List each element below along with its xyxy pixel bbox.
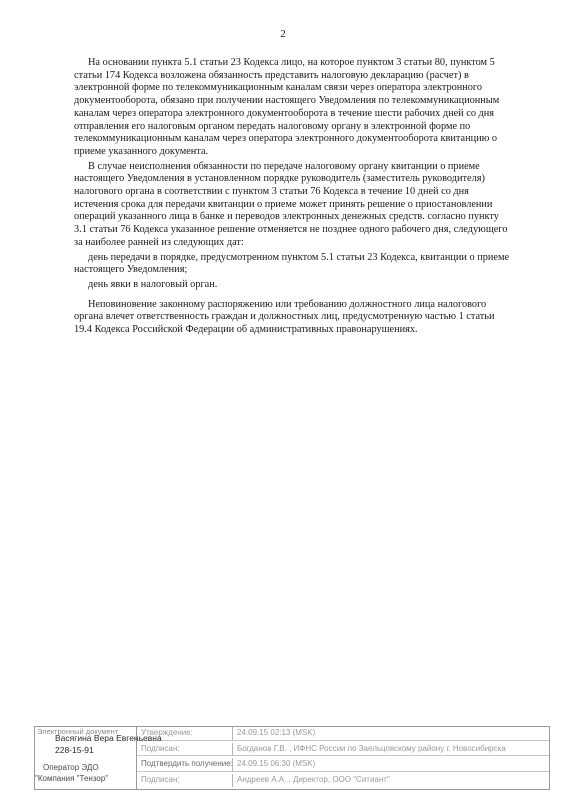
stamp-row-label: Подписан: [137, 743, 233, 757]
stamp-signer-phone: 228-15-91 [55, 745, 94, 755]
paragraph-disobedience: Неповиновение законному распоряжению или требованию должностного лица налогового органа влечет ответственность граждан и должностных лиц, предусмотренную частью 1 статьи 19.4 Кодекса Российской Федерации об административных правонарушениях. [74, 298, 495, 336]
stamp-row-value: Богданов Г.В. , ИФНС России по Заельцовскому району г. Новосибирска [233, 743, 549, 757]
stamp-row-label: Утверждение: [137, 727, 233, 741]
paragraph-nonfulfillment: В случае неисполнения обязанности по передаче налоговому органу квитанции о приеме настоящего Уведомления в установленном порядке руководитель (заместитель руководителя) налогового органа в соответствии с пунктом 3 статьи 76 Кодекса в течение 10 дней со дня истечения срока для передачи квитанции о приеме может принять решение о приостановлении операций указанного лица в банке и переводов электронных денежных средств. согласно пункту 3.1 статьи 76 Кодекса указанное решение отменяется не позднее одного рабочего дня, следующего за наиболее ранней из следующих дат: [74, 160, 508, 248]
stamp-operator-label: Оператор ЭДО [43, 763, 99, 772]
page-number: 2 [280, 28, 286, 40]
paragraph-transfer-day: день передачи в порядке, предусмотренном пунктом 5.1 статьи 23 Кодекса, квитанции о приеме настоящего Уведомления; [74, 251, 510, 276]
electronic-signature-stamp [34, 726, 550, 790]
notice-body [74, 57, 510, 337]
stamp-operator-name: "Компания "Тензор" [35, 774, 109, 783]
paragraph-obligation: На основании пункта 5.1 статьи 23 Кодекса лицо, на которое пунктом 3 статьи 80, пунктом 5 статьи 174 Кодекса возложена обязанность представить налоговую декларацию (расчет) в электронной форме по телекоммуникационным каналам связи через оператора электронного документооборота, обязано при получении настоящего Уведомления по телекоммуникационным каналам через оператора электронного документооборота в течение шести рабочих дней со дня отправления его налоговым органом передать налоговому органу в электронной форме по телекоммуникационным каналам через оператора электронного документооборота квитанцию о приеме указанного документа. [74, 57, 500, 157]
stamp-row-value: 24.09.15 02:13 (MSK) [233, 727, 549, 741]
stamp-row-value: Андреев А.А. , Директор, ООО "Ситиант" [237, 774, 390, 784]
stamp-row-label: Подписан: [137, 774, 233, 788]
stamp-row-value: 24.09.15 06:30 (MSK) [233, 758, 549, 772]
stamp-signer-name: Васягина Вера Евгеньевна [55, 733, 162, 743]
paragraph-appearance-day: день явки в налоговый орган. [88, 278, 218, 290]
stamp-header: Электронный документ [37, 727, 119, 736]
stamp-row-label: Подтвердить получение: [137, 758, 233, 772]
